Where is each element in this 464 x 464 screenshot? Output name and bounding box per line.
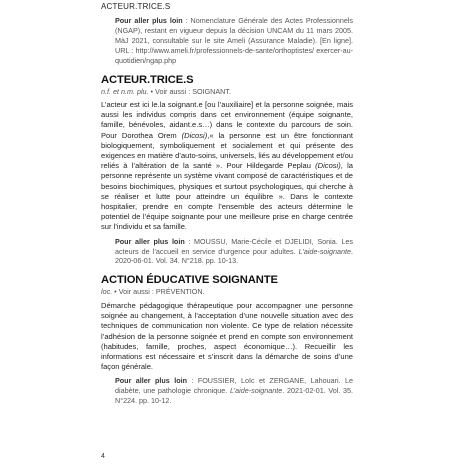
- reference-label: Pour aller plus loin: [115, 376, 187, 386]
- definition-citation: (Dicosi): [181, 130, 208, 140]
- entry-see-also: • Voir aussi : SOIGNANT.: [148, 86, 231, 96]
- dictionary-entry-acteur: [101, 74, 353, 267]
- entry-grammar: loc.: [101, 287, 113, 297]
- top-reference: [115, 16, 353, 66]
- reference-label: Pour aller plus loin: [115, 236, 185, 246]
- running-head: ACTEUR.TRICE.S: [101, 2, 171, 11]
- entry-grammar: n.f. et n.m. plu.: [101, 86, 149, 96]
- definition-citation: (Dicosi): [315, 161, 341, 171]
- entry-meta: [101, 287, 353, 297]
- entry-title: ACTEUR.TRICE.S: [101, 73, 194, 86]
- entry-title: ACTION ÉDUCATIVE SOIGNANTE: [101, 274, 278, 287]
- entry-definition: Démarche pédagogique thérapeutique pour accompagner une personne soignée au changement, à l’acceptation d’une nouvelle situation avec des techniques de communication non violente. Ce type de relation nécessite l’adhésion de la personne soignée et prend en compte son environnement (habitudes, famille, proches, aspect économique…). Recueillir les informations est nécessaire et s’inscrit dans la démarche de soins d’une façon générale.: [101, 300, 353, 372]
- entry-definition: [101, 100, 353, 233]
- entry-reference: [115, 376, 353, 406]
- entry-meta: [101, 87, 353, 97]
- reference-text: : Nomenclature Générale des Actes Professionnels (NGAP), restant en vigueur depuis la décision UNCAM du 11 mars 2005. MàJ 2021, consultable sur le site Ameli (Assurance Maladie). [En ligne]. URL : http://www.ameli.fr/professionnels-de-sante/orthoptistes/ exercer-au-quotidien/ngap.php: [115, 16, 354, 65]
- reference-label: Pour aller plus loin: [115, 16, 183, 25]
- reference-text: : FOUSSIER, Loïc et ZERGANE, Lahouari. Le diabète, une pathologie chronique.: [115, 376, 353, 396]
- definition-part: ,« la personne est un être fonctionnant biologiquement, symboliquement et socialement et qui présente des exigences en matière d’auto-soins, universels, liés au développement et/ou reliés à l’altération de la santé ». Pour Hildegarde Peplau: [101, 130, 353, 171]
- reference-tail: . 2021-02-01. Vol. 35. N°224. pp. 10-12.: [115, 386, 354, 406]
- entry-see-also: • Voir aussi : PRÉVENTION.: [112, 287, 205, 297]
- entry-reference: [115, 237, 353, 267]
- dictionary-entry-action-educative: [101, 274, 353, 406]
- page-number: 4: [101, 453, 105, 460]
- text-column: [101, 16, 353, 406]
- reference-tail: . 2020-06-01. Vol. 34. N°218. pp. 10-13.: [115, 246, 353, 266]
- reference-source: L’aide-soignante: [298, 246, 351, 256]
- reference-source: L’aide-soignante: [229, 386, 283, 396]
- reference-text: : MOUSSU, Marie-Cécile et DJELIDI, Sonia. Les acteurs de l’accueil en service d’urgence pour adultes.: [115, 236, 353, 256]
- definition-part: L’acteur est ici le.la soignant.e [ou l’auxiliaire] et la personne soignée, mais aussi les individus compris dans cet environnement (équipe soignante, famille, bénévoles, aidant.e.s…) dans le contexte du parcours de soin. Pour Dorothea Orem: [101, 100, 353, 140]
- definition-part: , la personne représente un système vivant composé de caractéristiques et de besoins biochimiques, physiques et surtout psychologiques, qui cherche à se réaliser et lutte pour atteindre un équilibre ». Dans le contexte hospitalier, prendre en compte l’ensemble des acteurs détermine le potentiel de l’équipe soignante pour une meilleure prise en charge centrée sur l’individu et sa famille.: [101, 161, 353, 232]
